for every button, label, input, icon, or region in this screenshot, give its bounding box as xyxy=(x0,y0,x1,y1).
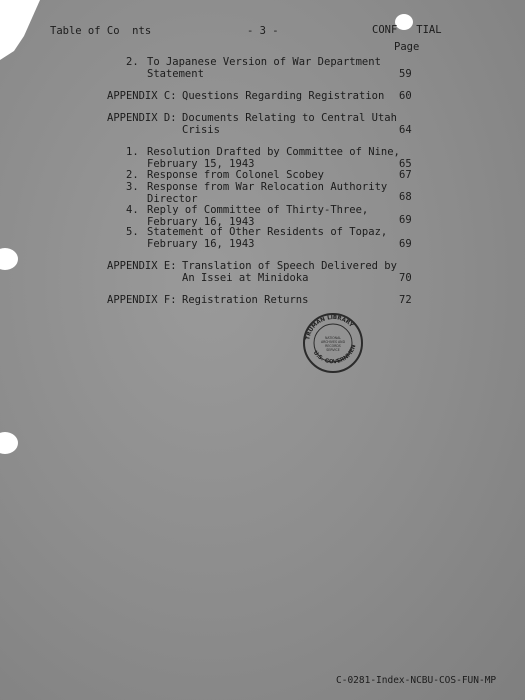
entry-number: 2. xyxy=(126,56,139,68)
svg-text:RECORDS: RECORDS xyxy=(325,344,341,348)
entry-title-line: February 16, 1943 xyxy=(147,238,255,250)
entry-title-line: To Japanese Version of War Department xyxy=(147,56,381,68)
svg-text:SERVICE: SERVICE xyxy=(326,348,340,352)
entry-title-line: Statement of Other Residents of Topaz, xyxy=(147,226,388,238)
entry-number: 4. xyxy=(126,204,139,216)
entry-page: 72 xyxy=(399,294,412,306)
svg-text:ARCHIVES AND: ARCHIVES AND xyxy=(320,340,346,344)
appendix-label: APPENDIX D: xyxy=(107,112,177,124)
entry-number: 2. xyxy=(126,169,139,181)
entry-title-line: An Issei at Minidoka xyxy=(182,272,309,284)
appendix-label: APPENDIX E: xyxy=(107,260,177,272)
entry-title-line: February 15, 1943 xyxy=(147,158,255,170)
entry-title-line: Statement xyxy=(147,68,204,80)
header-table-of-contents: Table of Co nts xyxy=(50,25,152,37)
entry-number: 5. xyxy=(126,226,139,238)
punch-hole-bottom xyxy=(0,432,18,454)
entry-title-line: Response from Colonel Scobey xyxy=(147,169,325,181)
stamp-top-text: TRUMAN LIBRARY xyxy=(305,314,355,341)
entry-page: 65 xyxy=(399,158,412,170)
header-page-number: - 3 - xyxy=(247,25,279,37)
appendix-label: APPENDIX F: xyxy=(107,294,177,306)
entry-title-line: Translation of Speech Delivered by xyxy=(182,260,397,272)
entry-number: 1. xyxy=(126,146,139,158)
torn-corner xyxy=(0,0,40,60)
punch-hole-top xyxy=(0,248,18,270)
entry-title-line: Resolution Drafted by Committee of Nine, xyxy=(147,146,400,158)
entry-number: 3. xyxy=(126,181,139,193)
entry-page: 70 xyxy=(399,272,412,284)
stamp-bottom-text: U.S. GOVERNMEN xyxy=(311,344,358,366)
entry-title-line: Registration Returns xyxy=(182,294,309,306)
entry-title-line: February 16, 1943 xyxy=(147,216,255,228)
entry-title-line: Reply of Committee of Thirty-Three, xyxy=(147,204,369,216)
entry-title-line: Response from War Relocation Authority xyxy=(147,181,388,193)
entry-page: 68 xyxy=(399,191,412,203)
entry-title-line: Crisis xyxy=(182,124,220,136)
page-column-label: Page xyxy=(394,41,420,53)
entry-title-line: Questions Regarding Registration xyxy=(182,90,385,102)
entry-page: 60 xyxy=(399,90,412,102)
entry-title-line: Director xyxy=(147,193,198,205)
footer-document-code: C-0281-Index-NCBU-COS-FUN-MP xyxy=(336,675,497,686)
entry-page: 59 xyxy=(399,68,412,80)
archive-stamp xyxy=(302,312,364,374)
entry-page: 67 xyxy=(399,169,412,181)
header-confidential: CONF TIAL xyxy=(372,24,442,36)
entry-page: 64 xyxy=(399,124,412,136)
appendix-label: APPENDIX C: xyxy=(107,90,177,102)
entry-page: 69 xyxy=(399,214,412,226)
entry-page: 69 xyxy=(399,238,412,250)
entry-title-line: Documents Relating to Central Utah xyxy=(182,112,397,124)
svg-text:NATIONAL: NATIONAL xyxy=(324,336,342,340)
